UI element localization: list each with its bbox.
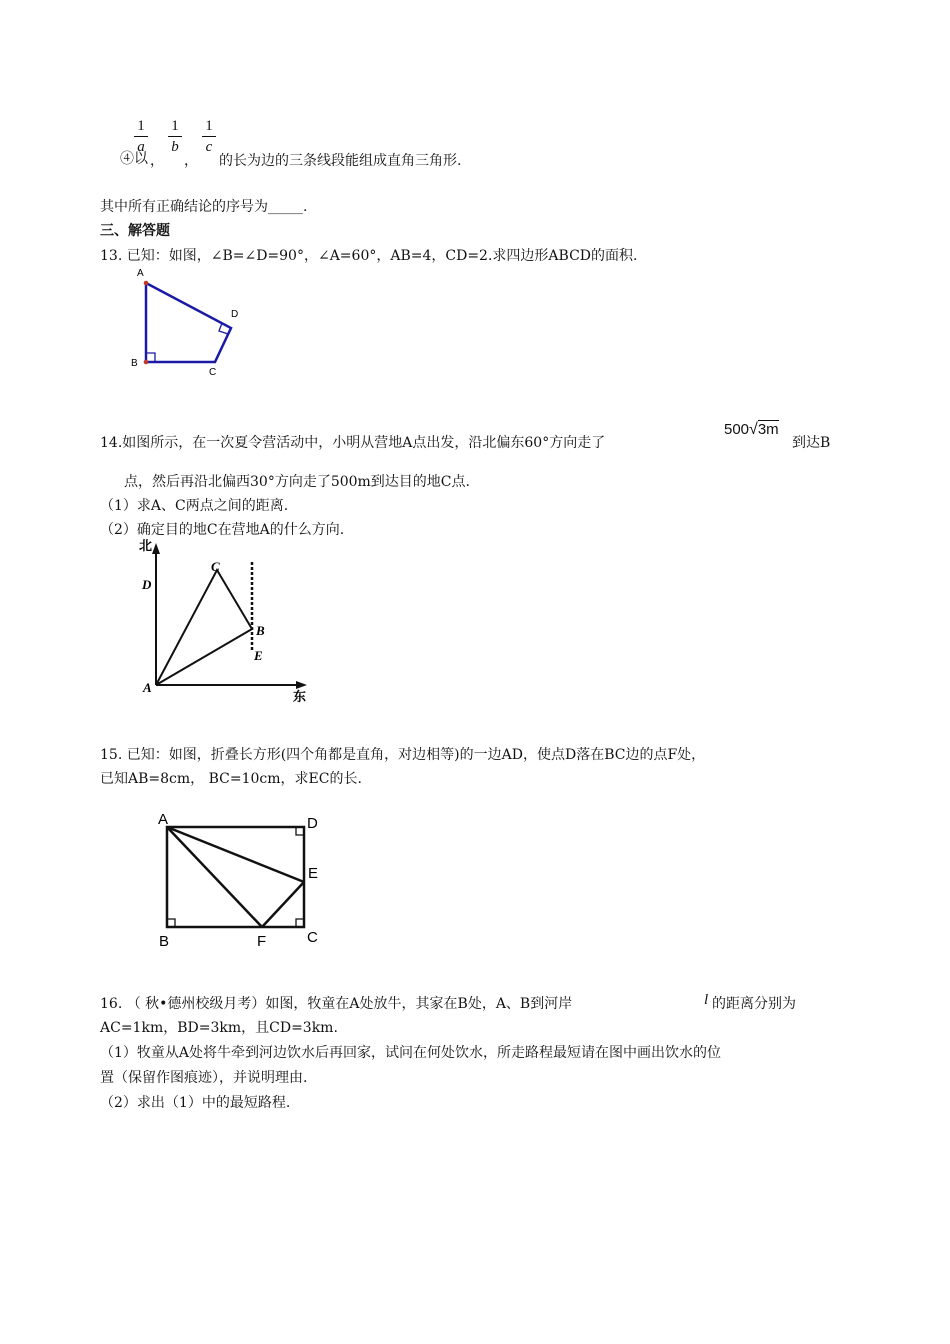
q13-label-c: C (209, 367, 217, 378)
fill-blank-line: 其中所有正确结论的序号为_____. (100, 199, 308, 215)
q14-math-500sqrt3: 500√3m (724, 421, 779, 438)
fraction-1-over-a: 1 a (134, 118, 148, 155)
q16-river-l: l (704, 992, 709, 1008)
item4-sep: ， (150, 153, 164, 169)
q13-label-b: B (131, 358, 138, 369)
q14-label-d: D (142, 577, 152, 592)
q16-line1b: 的距离分别为 (712, 996, 796, 1012)
q14-line1a: 14.如图所示，在一次夏令营活动中，小明从营地A点出发，沿北偏东60°方向走了 (100, 435, 606, 451)
q14-label-c: C (211, 559, 220, 574)
q16-sub2: （2）求出（1）中的最短路程. (100, 1095, 291, 1111)
item4-prefix: ④以 (120, 151, 148, 167)
fraction-1-over-b: 1 b (168, 118, 182, 155)
section-title: 三、解答题 (100, 223, 170, 239)
q15-line1: 15. 已知：如图，折叠长方形(四个角都是直角，对边相等)的一边AD，使点D落在BC边的点F处， (100, 747, 706, 763)
q15-line2: 已知AB=8cm， BC=10cm，求EC的长. (100, 771, 362, 787)
q16-line2: AC=1km，BD=3km，且CD=3km. (100, 1020, 338, 1036)
q16-sub1b: 置（保留作图痕迹），并说明理由. (100, 1070, 308, 1086)
fraction-1-over-c: 1 c (202, 118, 216, 155)
q13-label-d: D (231, 309, 239, 320)
q14-north-label: 北 (139, 538, 153, 553)
q14-label-b: B (256, 623, 265, 638)
q14-figure (135, 540, 325, 705)
q14-sub1: （1）求A、C两点之间的距离. (100, 498, 289, 514)
q13-figure (125, 265, 255, 380)
q14-east-label: 东 (293, 689, 307, 704)
q15-label-c: C (307, 929, 318, 946)
q15-label-f: F (257, 933, 267, 950)
q14-label-e: E (254, 648, 263, 663)
q14-label-a: A (143, 680, 152, 695)
q15-label-d: D (307, 815, 318, 832)
q14-sub2: （2）确定目的地C在营地A的什么方向. (100, 522, 345, 538)
q14-line1b: 到达B (792, 435, 831, 451)
q16-line1a: 16. （ 秋•德州校级月考）如图，牧童在A处放牛，其家在B处，A、B到河岸 (100, 996, 573, 1012)
q16-sub1a: （1）牧童从A处将牛牵到河边饮水后再回家，试问在何处饮水，所走路程最短请在图中画出饮水的位 (100, 1045, 722, 1061)
item4-tail: 的长为边的三条线段能组成直角三角形. (219, 153, 462, 169)
q15-label-e: E (308, 865, 319, 882)
q15-label-b: B (159, 933, 170, 950)
q13-text: 13. 已知：如图，∠B=∠D=90°，∠A=60°，AB=4，CD=2.求四边形ABCD的面积. (100, 248, 638, 264)
item4-sep: ， (184, 153, 198, 169)
q13-label-a: A (137, 268, 144, 279)
q15-figure (150, 800, 335, 955)
q14-line2: 点，然后再沿北偏西30°方向走了500m到达目的地C点. (124, 474, 470, 490)
q15-label-a: A (158, 811, 169, 828)
